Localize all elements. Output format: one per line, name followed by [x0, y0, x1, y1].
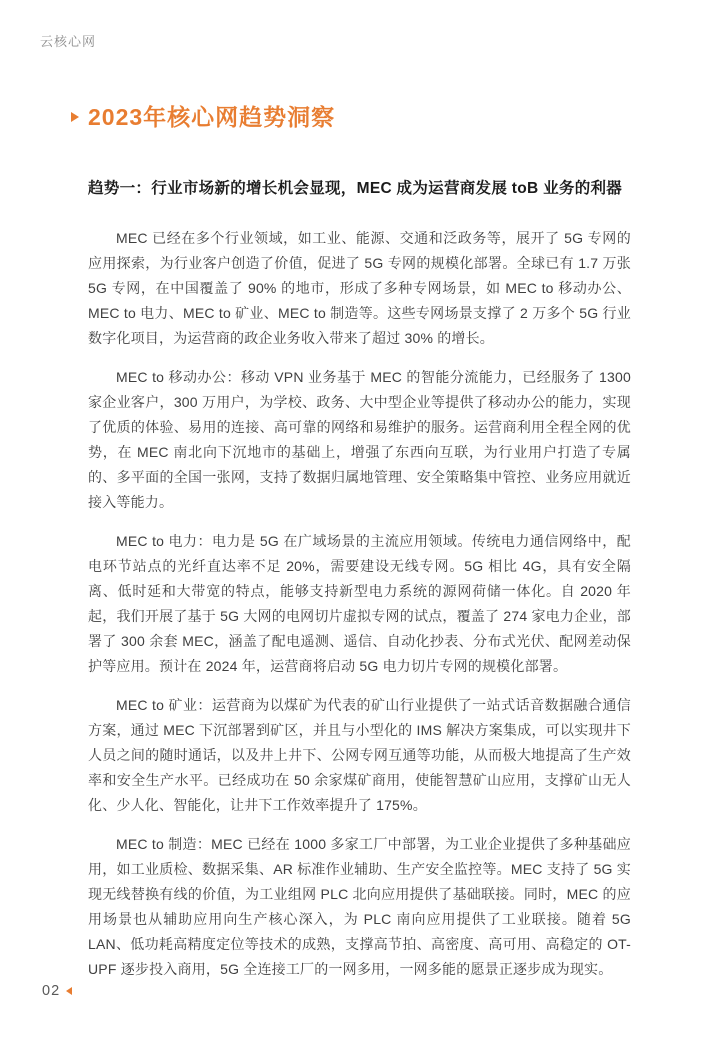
paragraph-mec-mining: MEC to 矿业：运营商为以煤矿为代表的矿山行业提供了一站式话音数据融合通信方案，通过 MEC 下沉部署到矿区，并且与小型化的 IMS 解决方案集成，可以实现井下人员之间的随时通话，以及井上井下、公网专网互通等功能，从而极大地提高了生产效率和安全生产水平。已经成功在 50 余家煤矿商用，使能智慧矿山应用，支撑矿山无人化、少人化、智能化，让井下工作效率提升了 175%。	[88, 697, 631, 813]
page-header	[40, 31, 96, 50]
triangle-left-icon	[66, 987, 72, 995]
paragraph-mec-overview: MEC 已经在多个行业领域，如工业、能源、交通和泛政务等，展开了 5G 专网的应用探索，为行业客户创造了价值，促进了 5G 专网的规模化部署。全球已有 1.7 万张 5G 专网，在中国覆盖了 90% 的地市，形成了多种专网场景，如 MEC to 移动办公、MEC to 电力、MEC to 矿业、MEC to 制造等。这些专网场景支撑了 2 万多个 5G 行业数字化项目，为运营商的政企业务收入带来了超过 30% 的增长。	[88, 230, 631, 346]
page-number: 02	[42, 983, 61, 999]
trend-heading: 趋势一：行业市场新的增长机会显现，MEC 成为运营商发展 toB 业务的利器	[88, 180, 623, 197]
page-content	[88, 100, 631, 982]
section-title-text: 2023年核心网趋势洞察	[88, 104, 336, 130]
page-footer	[42, 983, 72, 999]
paragraph-mec-manufacturing: MEC to 制造：MEC 已经在 1000 多家工厂中部署，为工业企业提供了多种基础应用，如工业质检、数据采集、AR 标准作业辅助、生产安全监控等。MEC 支持了 5G 实现无线替换有线的价值，为工业组网 PLC 北向应用提供了基础联接。同时，MEC 的应用场景也从辅助应用向生产核心深入，为 PLC 南向应用提供了工业联接。随着 5G LAN、低功耗高精度定位等技术的成熟，支撑高节拍、高密度、高可用、高稳定的 OT-UPF 逐步投入商用，5G 全连接工厂的一网多用，一网多能的愿景正逐步成为现实。	[88, 836, 631, 977]
triangle-right-icon	[71, 112, 79, 122]
section-title	[71, 100, 631, 134]
header-brand-label: 云核心网	[40, 34, 97, 49]
paragraph-mec-power: MEC to 电力：电力是 5G 在广域场景的主流应用领域。传统电力通信网络中，配电环节站点的光纤直达率不足 20%，需要建设无线专网。5G 相比 4G，具有安全隔离、低时延和大带宽的特点，能够支持新型电力系统的源网荷储一体化。自 2020 年起，我们开展了基于 5G 大网的电网切片虚拟专网的试点，覆盖了 274 家电力企业，部署了 300 余套 MEC，涵盖了配电遥测、遥信、自动化抄表、分布式光伏、配网差动保护等应用。预计在 2024 年，运营商将启动 5G 电力切片专网的规模化部署。	[88, 533, 631, 674]
paragraph-mec-mobile-office: MEC to 移动办公：移动 VPN 业务基于 MEC 的智能分流能力，已经服务了 1300 家企业客户，300 万用户，为学校、政务、大中型企业等提供了移动办公的能力，实现了优质的体验、易用的连接、高可靠的网络和易维护的服务。运营商利用全程全网的优势，在 MEC 南北向下沉地市的基础上，增强了东西向互联，为行业用户打造了专属的、多平面的全国一张网，支持了数据归属地管理、安全策略集中管控、业务应用就近接入等能力。	[88, 369, 631, 510]
